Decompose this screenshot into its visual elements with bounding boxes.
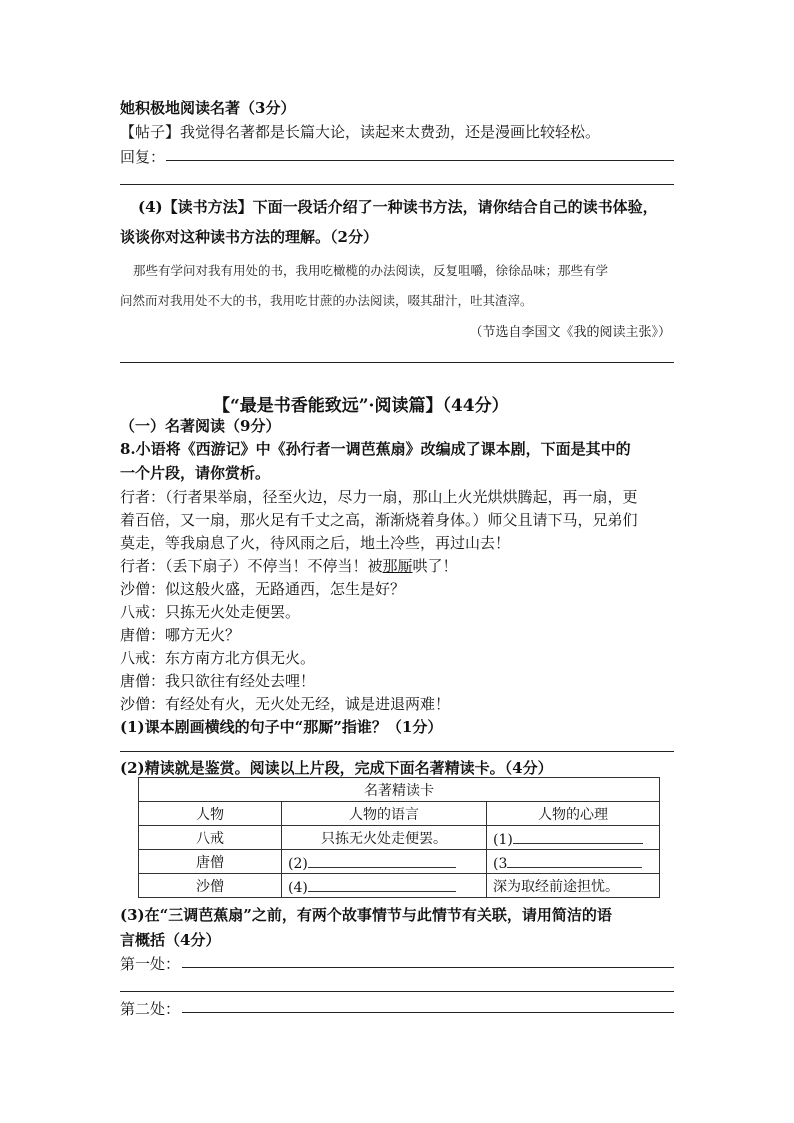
dialog-text: 哄了！ <box>412 557 458 575</box>
header-mind: 人物的心理 <box>487 802 660 826</box>
quote-source: （节选自李国文《我的阅读主张》） <box>469 325 671 340</box>
answer-blank-1[interactable] <box>513 828 643 844</box>
mind-cell <box>487 850 660 874</box>
table-row <box>139 874 660 898</box>
second-place-label: 第二处： <box>120 1000 181 1018</box>
mind-cell <box>487 826 660 850</box>
dialog-line: 八戒：只拣无火处走便罢。 <box>120 603 301 621</box>
sub-question-1-answer-line[interactable] <box>120 751 674 752</box>
blank-number: (4) <box>288 879 308 896</box>
reply-label: 回复： <box>120 148 166 166</box>
first-place-label: 第一处： <box>120 955 181 973</box>
q4-answer-line[interactable] <box>120 362 674 363</box>
header-person: 人物 <box>139 802 282 826</box>
sub-question-2: (2)精读就是鉴赏。阅读以上片段，完成下面名著精读卡。（4分） <box>120 759 553 777</box>
sub-question-3-line-2: 言概括（4分） <box>120 931 221 949</box>
part-1-heading: （一）名著阅读（9分） <box>120 417 281 435</box>
underlined-phrase: 那厮 <box>382 557 413 575</box>
answer-blank-4[interactable] <box>308 876 456 892</box>
speech-cell <box>282 850 487 874</box>
first-place-answer-line-2[interactable] <box>120 991 674 992</box>
script-line: 着百倍，又一扇，那火足有千丈之高，渐渐烧着身体。）师父且请下马，兄弟们 <box>120 511 638 529</box>
blank-number: (3 <box>493 855 508 872</box>
dialog-line: 沙僧：似这般火盛，无路通西，怎生是好？ <box>120 580 406 598</box>
dialog-text: 行者：（丢下扇子）不停当！不停当！被 <box>120 557 383 575</box>
speech-cell <box>282 874 487 898</box>
blank-number: (2) <box>288 855 308 872</box>
script-line: 莫走，等我扇息了火，待风雨之后，地土冷些，再过山去！ <box>120 534 511 552</box>
dialog-line: 唐僧：哪方无火？ <box>120 626 241 644</box>
dialog-line: 八戒：东方南方北方俱无火。 <box>120 649 316 667</box>
table-row <box>139 850 660 874</box>
person-cell: 八戒 <box>139 826 282 850</box>
quote-line-2: 问然而对我用处不大的书，我用吃甘蔗的办法阅读，啜其甜汁，吐其渣滓。 <box>120 293 533 308</box>
person-cell: 唐僧 <box>139 850 282 874</box>
person-cell: 沙僧 <box>139 874 282 898</box>
blank-number: (1) <box>493 831 513 848</box>
sub-question-3-line-1: (3)在“三调芭蕉扇”之前，有两个故事情节与此情节有关联，请用简洁的语 <box>120 906 612 924</box>
first-place-answer-line[interactable] <box>182 967 674 968</box>
section-title: 【“最是书香能致远”·阅读篇】（44分） <box>213 396 509 416</box>
answer-blank-2[interactable] <box>308 852 456 868</box>
reading-card-title: 名著精读卡 <box>139 778 660 802</box>
answer-blank-3[interactable] <box>507 852 642 868</box>
dialog-line: 唐僧：我只欲往有经处去哩！ <box>120 672 316 690</box>
question-8-line-1: 8.小语将《西游记》中《孙行者一调芭蕉扇》改编成了课本剧，下面是其中的 <box>120 440 631 458</box>
question-3-prompt: 她积极地阅读名著（3分） <box>120 99 296 117</box>
question-8-line-2: 一个片段，请你赏析。 <box>120 464 271 482</box>
dialog-line: 沙僧：有经处有火，无火处无经，诚是进退两难！ <box>120 695 451 713</box>
mind-cell: 深为取经前途担忧。 <box>487 874 660 898</box>
speech-cell: 只拣无火处走便罢。 <box>282 826 487 850</box>
header-speech: 人物的语言 <box>282 802 487 826</box>
reply-answer-line-2[interactable] <box>120 184 674 185</box>
table-row <box>139 826 660 850</box>
quote-line-1: 那些有学问对我有用处的书，我用吃橄榄的办法阅读，反复咀嚼，徐徐品味；那些有学 <box>133 263 609 278</box>
question-4-line-1: (4)【读书方法】下面一段话介绍了一种读书方法，请你结合自己的读书体验， <box>138 198 658 216</box>
forum-post-text: 【帖子】我觉得名著都是长篇大论，读起来太费劲，还是漫画比较轻松。 <box>120 123 601 141</box>
reading-card-table <box>138 777 660 898</box>
reply-answer-line-1[interactable] <box>166 160 674 161</box>
script-line: 行者：（行者果举扇，径至火边，尽力一扇，那山上火光烘烘腾起，再一扇，更 <box>120 488 638 506</box>
second-place-answer-line[interactable] <box>182 1012 674 1013</box>
question-4-line-2: 谈谈你对这种读书方法的理解。（2分） <box>120 228 378 246</box>
sub-question-1: (1)课本剧画横线的句子中“那厮”指谁？（1分） <box>120 718 443 736</box>
script-line-underlined <box>120 555 458 576</box>
